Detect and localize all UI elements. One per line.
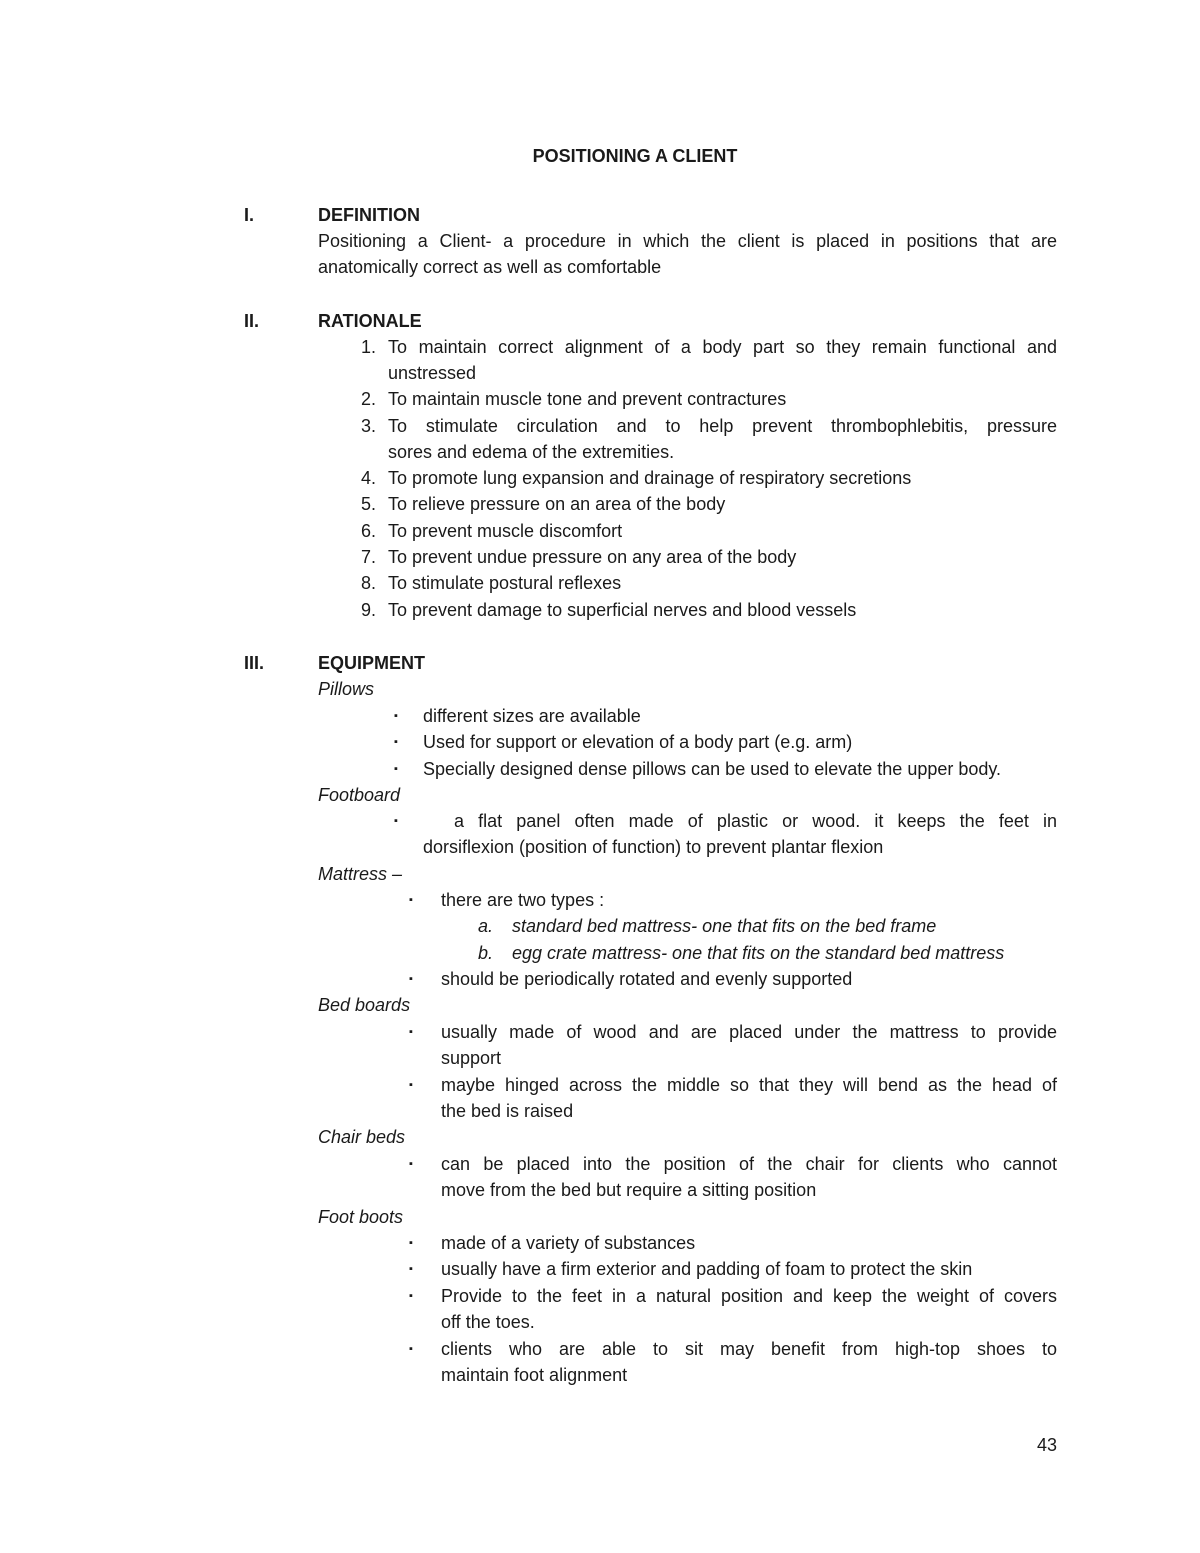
bullet-icon: ▪ — [409, 973, 413, 985]
section-heading-definition: DEFINITION — [318, 205, 420, 225]
equipment-bullet: Used for support or elevation of a body part (e.g. arm) — [423, 732, 853, 752]
equipment-bullet: should be periodically rotated and evenly supported — [441, 969, 853, 989]
rationale-number: 3. — [360, 416, 376, 436]
equipment-category-foot-boots: Foot boots — [318, 1207, 404, 1227]
rationale-item: sores and edema of the extremities. — [388, 442, 675, 462]
equipment-category-chair-beds: Chair beds — [318, 1127, 406, 1147]
bullet-icon: ▪ — [394, 710, 398, 722]
equipment-bullet: Specially designed dense pillows can be used to elevate the upper body. — [423, 759, 1002, 779]
equipment-bullet: usually made of wood and are placed under the mattress to provide — [441, 1022, 1057, 1042]
equipment-bullet: different sizes are available — [423, 706, 641, 726]
bullet-icon: ▪ — [409, 1026, 413, 1038]
page-number: 43 — [1036, 1435, 1057, 1455]
rationale-item: To stimulate postural reflexes — [388, 573, 622, 593]
equipment-bullet: can be placed into the position of the chair for clients who cannot — [441, 1154, 1057, 1174]
definition-line: anatomically correct as well as comfortable — [318, 257, 662, 277]
bullet-icon: ▪ — [394, 763, 398, 775]
equipment-bullet: made of a variety of substances — [441, 1233, 696, 1253]
bullet-icon: ▪ — [409, 1343, 413, 1355]
equipment-category-bed-boards: Bed boards — [318, 995, 411, 1015]
rationale-number: 2. — [360, 389, 376, 409]
equipment-bullet: maintain foot alignment — [441, 1365, 628, 1385]
equipment-bullet: there are two types : — [441, 890, 605, 910]
bullet-icon: ▪ — [409, 894, 413, 906]
definition-line: Positioning a Client- a procedure in which the client is placed in positions that are — [318, 231, 1057, 251]
equipment-bullet: clients who are able to sit may benefit from high-top shoes to — [441, 1339, 1057, 1359]
rationale-item: unstressed — [388, 363, 477, 383]
equipment-category-footboard: Footboard — [318, 785, 401, 805]
rationale-item: To prevent muscle discomfort — [388, 521, 623, 541]
mattress-subitem: standard bed mattress- one that fits on the bed frame — [512, 916, 937, 936]
section-heading-rationale: RATIONALE — [318, 311, 422, 331]
page-title: POSITIONING A CLIENT — [532, 146, 738, 166]
equipment-category-pillows: Pillows — [318, 679, 375, 699]
equipment-bullet: support — [441, 1048, 502, 1068]
bullet-icon: ▪ — [409, 1158, 413, 1170]
rationale-number: 4. — [360, 468, 376, 488]
rationale-item: To prevent undue pressure on any area of the body — [388, 547, 797, 567]
section-heading-equipment: EQUIPMENT — [318, 653, 426, 673]
section-numeral-3: III. — [244, 653, 265, 673]
rationale-item: To maintain correct alignment of a body part so they remain functional and — [388, 337, 1057, 357]
equipment-bullet: off the toes. — [441, 1312, 535, 1332]
subitem-letter: b. — [478, 943, 494, 963]
bullet-icon: ▪ — [409, 1290, 413, 1302]
section-numeral-1: I. — [244, 205, 255, 225]
mattress-subitem: egg crate mattress- one that fits on the standard bed mattress — [512, 943, 1005, 963]
bullet-icon: ▪ — [394, 736, 398, 748]
rationale-number: 7. — [360, 547, 376, 567]
equipment-category-mattress: Mattress – — [318, 864, 403, 884]
equipment-bullet: maybe hinged across the middle so that they will bend as the head of — [441, 1075, 1057, 1095]
section-numeral-2: II. — [244, 311, 260, 331]
bullet-icon: ▪ — [394, 815, 398, 827]
rationale-number: 8. — [360, 573, 376, 593]
rationale-item: To relieve pressure on an area of the body — [388, 494, 726, 514]
rationale-item: To stimulate circulation and to help prevent thrombophlebitis, pressure — [388, 416, 1057, 436]
equipment-bullet: usually have a firm exterior and padding of foam to protect the skin — [441, 1259, 973, 1279]
equipment-bullet: move from the bed but require a sitting position — [441, 1180, 817, 1200]
rationale-number: 9. — [360, 600, 376, 620]
rationale-item: To prevent damage to superficial nerves and blood vessels — [388, 600, 857, 620]
bullet-icon: ▪ — [409, 1237, 413, 1249]
bullet-icon: ▪ — [409, 1263, 413, 1275]
equipment-bullet: a flat panel often made of plastic or wood. it keeps the feet in — [454, 811, 1057, 831]
rationale-number: 6. — [360, 521, 376, 541]
rationale-number: 5. — [360, 494, 376, 514]
equipment-bullet: dorsiflexion (position of function) to prevent plantar flexion — [423, 837, 884, 857]
equipment-bullet: the bed is raised — [441, 1101, 574, 1121]
equipment-bullet: Provide to the feet in a natural position and keep the weight of covers — [441, 1286, 1057, 1306]
rationale-item: To maintain muscle tone and prevent contractures — [388, 389, 787, 409]
rationale-number: 1. — [360, 337, 376, 357]
subitem-letter: a. — [478, 916, 494, 936]
rationale-item: To promote lung expansion and drainage of respiratory secretions — [388, 468, 912, 488]
bullet-icon: ▪ — [409, 1079, 413, 1091]
